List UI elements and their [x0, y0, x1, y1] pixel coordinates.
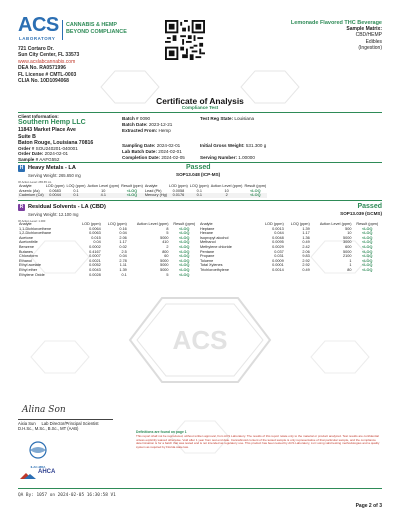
result-cell: <LOQ: [362, 267, 373, 272]
logo-tagline-1: CANNABIS & HEMP: [66, 22, 117, 28]
table-cell: 2100: [343, 254, 352, 259]
table-cell: Cadmium (Cd): [19, 193, 44, 198]
table-cell: Methylene chloride: [199, 244, 232, 249]
result-cell: <LOQ: [179, 235, 190, 240]
table-cell: 1.17: [119, 240, 127, 245]
table-cell: Ethylene Oxide: [19, 272, 45, 277]
table-cell: Ethyl ether: [19, 267, 38, 272]
table-cell: 0.1: [121, 272, 127, 277]
table-cell: 410: [162, 240, 169, 245]
table-row: [18, 193, 267, 198]
result-cell: <LOQ: [362, 226, 373, 231]
heavy-metals-method: SOP13.048 (ICP-MS): [176, 172, 221, 177]
table-cell: 0.0021: [89, 258, 101, 263]
table-cell: 10: [101, 188, 106, 193]
lab-address-2: Sun City Center, FL 33573: [18, 52, 80, 59]
signature: Alina Son: [22, 405, 66, 415]
ilac-logo-icon: [18, 440, 58, 460]
weight-info: [200, 143, 266, 161]
table-cell: 0.0013: [272, 226, 284, 231]
table-cell: 800: [162, 249, 169, 254]
table-cell: 9.83: [302, 254, 310, 259]
table-cell: Benzene: [19, 244, 34, 249]
batch-date: 2023-12-21: [148, 122, 173, 127]
qr-code-icon[interactable]: [165, 20, 205, 60]
table-cell: 80: [347, 267, 352, 272]
test-reg-label: Test Reg State:: [200, 116, 234, 121]
table-header-row: [18, 184, 267, 189]
table-cell: Lead (Pb): [144, 188, 162, 193]
table-cell: 10: [224, 188, 229, 193]
table-cell: 600: [345, 244, 352, 249]
lab-info: [18, 46, 79, 84]
table-cell: [285, 273, 311, 278]
table-cell: Pentane: [199, 249, 215, 254]
order-label: Order #: [18, 146, 35, 152]
section-divider: [18, 200, 382, 201]
col-header: Analyte: [199, 222, 213, 226]
table-cell: Mercury (Hg): [144, 193, 168, 198]
table-cell: 0.031: [274, 254, 284, 259]
result-cell: [352, 273, 382, 278]
result-cell: <LOQ: [243, 193, 267, 198]
table-cell: 0.015: [91, 235, 101, 240]
lab-website[interactable]: www.acslabcannabis.com: [18, 58, 76, 65]
table-cell: 0.04: [119, 254, 127, 259]
disclaimer-heading: Definitions are found on page 1: [136, 430, 187, 434]
table-cell: Hexane: [199, 231, 214, 236]
serving-number-label: Serving Number:: [200, 155, 238, 160]
ahca-logo-label: AHCA: [38, 469, 56, 475]
acs-watermark-icon: [128, 296, 272, 384]
result-cell: <LOQ: [362, 231, 373, 236]
table-cell: 2.06: [302, 249, 310, 254]
table-cell: 5000: [160, 258, 169, 263]
info-divider: [18, 162, 382, 163]
table-cell: 8: [166, 226, 169, 231]
table-cell: Arsenic (As): [19, 188, 40, 193]
col-header: LOQ (ppm): [107, 222, 127, 226]
lab-batch-label: Lab Batch Date:: [122, 149, 157, 154]
extracted-label: Extracted From:: [122, 128, 158, 133]
table-cell: Ethanol: [19, 258, 32, 263]
solvents-title: Residual Solvents - LA (CBD): [28, 204, 106, 210]
result-cell: <LOQ: [179, 240, 190, 245]
table-cell: 0.1: [73, 188, 79, 193]
table-cell: 0.0064: [89, 226, 101, 231]
heavy-metals-serving: Serving Weight: 265.650 mg: [28, 173, 81, 178]
table-cell: 1.11: [119, 263, 127, 268]
solvents-icon: R: [19, 204, 24, 210]
sample-matrix: CBD/HEMP: [355, 32, 382, 39]
title-divider: [18, 112, 382, 113]
matrix-type: Edibles: [365, 38, 382, 45]
table-cell: 0.0176: [168, 193, 189, 198]
solvents-note: Of Action Level: 1.000: [18, 219, 46, 223]
table-cell: 0.49: [302, 267, 310, 272]
sampling-date: 2024-02-01: [156, 143, 181, 148]
serving-number: 1.00000: [238, 155, 255, 160]
signer-name: Aixia Sun Lab Director/Principal Scientist: [18, 421, 99, 426]
sample-label: Sample #: [18, 156, 39, 162]
heavy-metals-title: Heavy Metals - LA: [28, 165, 76, 171]
disclaimer: [136, 431, 382, 450]
table-cell: [259, 273, 285, 278]
product-info: [291, 20, 382, 51]
table-cell: Methanol: [199, 240, 216, 245]
table-cell: 0.16: [119, 226, 127, 231]
table-cell: 0.0001: [272, 263, 284, 268]
table-cell: 1: [349, 258, 352, 263]
batch-date-label: Batch Date:: [122, 122, 148, 127]
col-header: LOD (ppm): [169, 184, 188, 188]
table-cell: 0.0007: [89, 254, 101, 259]
order-date-label: Order Date:: [18, 151, 44, 157]
table-cell: 0.0028: [89, 272, 101, 277]
client-name: Southern Hemp LLC: [18, 119, 86, 127]
table-cell: [199, 273, 259, 278]
table-cell: Propane: [199, 254, 215, 259]
table-cell: 2.42: [302, 244, 310, 249]
signer-degrees: D.H.Sc., M.Sc., B.Sc., MT (AAB): [18, 426, 79, 432]
table-cell: Toluene: [199, 258, 214, 263]
lab-dea: DEA No. RA0571996: [18, 65, 66, 72]
result-cell: <LOQ: [179, 254, 190, 259]
client-info: [18, 114, 93, 162]
batch-info: [122, 116, 172, 134]
result-cell: <LOQ: [179, 226, 190, 231]
table-cell: 0.4167: [89, 249, 101, 254]
table-cell: 2.5: [121, 249, 127, 254]
solvents-serving: Serving Weight: 12.100 mg: [28, 212, 79, 217]
client-label: Client Information:: [18, 114, 59, 119]
col-header: LOD (ppm): [81, 222, 101, 226]
ahca-logo: [18, 468, 58, 482]
order-date: 2024-02-01: [44, 151, 69, 157]
heavy-metals-icon: H: [19, 165, 24, 171]
completion-date: 2024-02-05: [161, 155, 185, 160]
table-cell: 5: [166, 272, 169, 277]
batch-number: 0090: [139, 116, 151, 121]
table-cell: 4.1: [86, 193, 120, 198]
table-cell: 2.06: [119, 235, 127, 240]
col-header: Action Level (ppm): [210, 184, 243, 188]
watermark-logo-icon: [310, 340, 370, 374]
logo-divider: [62, 20, 63, 40]
table-cell: 0.1: [196, 188, 202, 193]
col-header: LOD (ppm): [264, 222, 284, 226]
table-cell: 2: [210, 193, 244, 198]
result-cell: <LOQ: [362, 263, 373, 268]
sample-number: AAFG552: [39, 156, 60, 162]
table-cell: 0.0043: [89, 267, 101, 272]
result-cell: <LOQ: [362, 235, 373, 240]
extracted-from: Hemp: [158, 128, 171, 133]
table-cell: 3000: [343, 240, 352, 245]
batch-label: Batch #: [122, 116, 139, 121]
heavy-metals-status: Passed: [186, 164, 211, 171]
col-header: Action Level (ppm): [136, 222, 169, 226]
test-reg-info: [200, 116, 254, 122]
table-cell: 0.0063: [89, 231, 101, 236]
lab-address-1: 721 Cortaro Dr.: [18, 46, 54, 52]
table-cell: 60: [164, 254, 169, 259]
col-header: Action Level (ppm): [87, 184, 120, 188]
table-cell: 1.36: [302, 235, 310, 240]
client-address-3: Baton Rouge, Louisiana 70816: [18, 139, 94, 146]
col-header: LOQ (ppm): [290, 222, 310, 226]
col-header: Result (ppm): [121, 184, 143, 188]
col-header: LOQ (ppm): [189, 184, 209, 188]
result-cell: <LOQ: [179, 272, 190, 277]
page-number: Page 2 of 3: [355, 503, 382, 509]
watermark-logo-icon: [30, 340, 90, 374]
solvents-method: SOP13.039 (GCMS): [340, 211, 382, 216]
table-cell: 0.0002: [89, 244, 101, 249]
qa-stamp: QA By: 1057 on 2024-02-05 16:30:58 V1: [18, 493, 116, 498]
result-cell: <LOQ: [362, 244, 373, 249]
signature-line: [18, 419, 113, 420]
table-cell: Acetone: [19, 235, 33, 240]
page-title: Certificate of Analysis: [156, 96, 244, 106]
table-cell: 0.0048: [272, 235, 284, 240]
disclaimer-text: This report shall not be reproduced, without written approval, from ACS Laboratory. The results of this report relate only to the material or product analyzed. Test results are confidential unless explicitly waived otherwise. Void after 1 year from test end date. Cannabinoid content of the tested sample is only representative of that particular sample, and the compliance determination is for a batch that was tested and is not intended as regulatory use. This product has been tested by ACS Laboratory, LLC using valid testing methodologies and a quality system as required by Florida state law.: [136, 433, 380, 450]
result-cell: <LOQ: [362, 240, 373, 245]
table-cell: 0.037: [274, 249, 284, 254]
table-row: [18, 273, 382, 278]
lab-clia: CLIA No. 10D1094068: [18, 78, 69, 85]
table-cell: 2.92: [302, 258, 310, 263]
table-cell: 1: [349, 263, 352, 268]
result-cell: <LOQ: [362, 258, 373, 263]
heavy-metals-body: [18, 189, 267, 198]
col-header: Action Level (ppm): [319, 222, 352, 226]
completion-label: Completion Date:: [122, 155, 161, 160]
table-cell: 0.0683: [49, 188, 61, 193]
logo-tagline-2: BEYOND COMPLIANCE: [66, 29, 127, 35]
result-cell: <LOQ: [179, 258, 190, 263]
table-cell: 5: [166, 231, 169, 236]
table-cell: 0.0029: [272, 244, 284, 249]
table-cell: 0.1: [65, 193, 86, 198]
table-cell: 500: [345, 226, 352, 231]
table-cell: 0.0052: [89, 263, 101, 268]
result-cell: <LOQ: [179, 249, 190, 254]
table-cell: Butanes: [19, 249, 33, 254]
col-header: Analyte: [19, 222, 32, 226]
col-header: Result (ppm): [244, 184, 267, 188]
table-cell: 0.0095: [272, 240, 284, 245]
result-cell: <LOQ: [250, 188, 261, 193]
table-cell: Total Xylenes: [199, 263, 223, 268]
col-header: Result (ppm): [356, 222, 379, 226]
table-cell: 0.0044: [45, 193, 66, 198]
col-header: Result (ppm): [173, 222, 196, 226]
col-header: Analyte: [19, 184, 32, 188]
table-cell: Isopropyl alcohol: [199, 235, 229, 240]
order-number: SOU240201-040001: [35, 146, 78, 152]
table-cell: 0.49: [302, 240, 310, 245]
table-cell: [311, 273, 353, 278]
table-cell: 2.92: [302, 263, 310, 268]
result-cell: <LOQ: [362, 254, 373, 259]
result-cell: <LOQ: [120, 193, 144, 198]
table-cell: 5000: [343, 235, 352, 240]
sample-matrix-label: Sample Matrix:: [346, 26, 382, 33]
result-cell: <LOQ: [179, 263, 190, 268]
table-cell: 0.1: [189, 193, 210, 198]
test-reg-state: Louisiana: [234, 116, 255, 121]
table-cell: 5000: [160, 263, 169, 268]
heavy-metals-note: Of Action Level: 265.65 mL: [18, 180, 52, 184]
table-cell: 5000: [160, 235, 169, 240]
table-cell: 1,2-Dichloroethane: [19, 231, 52, 236]
table-cell: 0.02: [119, 244, 127, 249]
lab-batch-date: 2024-02-01: [158, 149, 182, 154]
table-cell: Trichloroethylene: [199, 267, 229, 272]
table-cell: 0.0058: [172, 188, 185, 193]
solvents-body: [18, 227, 382, 278]
logo-laboratory-text: LABORATORY: [19, 36, 56, 41]
table-cell: 1,1-Dichloroethene: [19, 226, 52, 231]
table-cell: 0.044: [274, 231, 284, 236]
result-cell: <LOQ: [126, 188, 138, 193]
gross-weight-label: Initial Gross Weight:: [200, 143, 245, 148]
table-cell: 1.39: [119, 267, 127, 272]
product-name: Lemonade Flavored THC Beverage: [290, 20, 382, 26]
lab-fl-license: FL License # CMTL-0003: [18, 71, 77, 78]
acs-logo: [18, 14, 128, 44]
table-cell: 5000: [160, 267, 169, 272]
solvents-status: Passed: [357, 203, 382, 210]
svg-text:ACS: ACS: [172, 325, 228, 355]
signer-info: [18, 421, 99, 431]
gross-weight: 531.300 g: [245, 143, 267, 148]
table-cell: 10: [347, 231, 352, 236]
page-subtitle: Compliance Test: [181, 105, 219, 110]
table-cell: 1.17: [302, 231, 310, 236]
client-address-1: 11843 Market Place Ave: [18, 127, 76, 134]
col-header: Analyte: [144, 184, 158, 188]
table-cell: 0.0009: [272, 258, 284, 263]
table-cell: 5000: [343, 249, 352, 254]
table-cell: Ethyl acetate: [19, 263, 41, 268]
result-cell: <LOQ: [179, 231, 190, 236]
result-cell: <LOQ: [179, 267, 190, 272]
table-cell: Acetonitrile: [19, 240, 38, 245]
solvents-table: [18, 222, 382, 277]
table-cell: 0.04: [93, 240, 101, 245]
col-header: LOD (ppm): [45, 184, 65, 188]
sampling-label: Sampling Date:: [122, 143, 156, 148]
table-cell: Chloroform: [19, 254, 38, 259]
table-cell: 2.78: [119, 258, 127, 263]
matrix-route: (Ingestion): [358, 44, 382, 51]
logo-acs-text: ACS: [18, 14, 59, 36]
table-cell: 2: [166, 244, 169, 249]
date-info: [122, 143, 185, 161]
heavy-metals-table: [18, 184, 267, 198]
table-cell: Heptane: [199, 226, 215, 231]
ilac-logo-label: ILAC-MRA: [30, 465, 46, 469]
ilac-logo: [18, 440, 58, 469]
result-cell: <LOQ: [179, 244, 190, 249]
table-cell: 0.0014: [272, 267, 284, 272]
table-cell: 1.39: [302, 226, 310, 231]
client-address-2: Suite B: [18, 133, 36, 140]
result-cell: <LOQ: [362, 249, 373, 254]
table-cell: 0.04: [119, 231, 127, 236]
footer-divider: [18, 488, 382, 489]
col-header: LOQ (ppm): [66, 184, 86, 188]
